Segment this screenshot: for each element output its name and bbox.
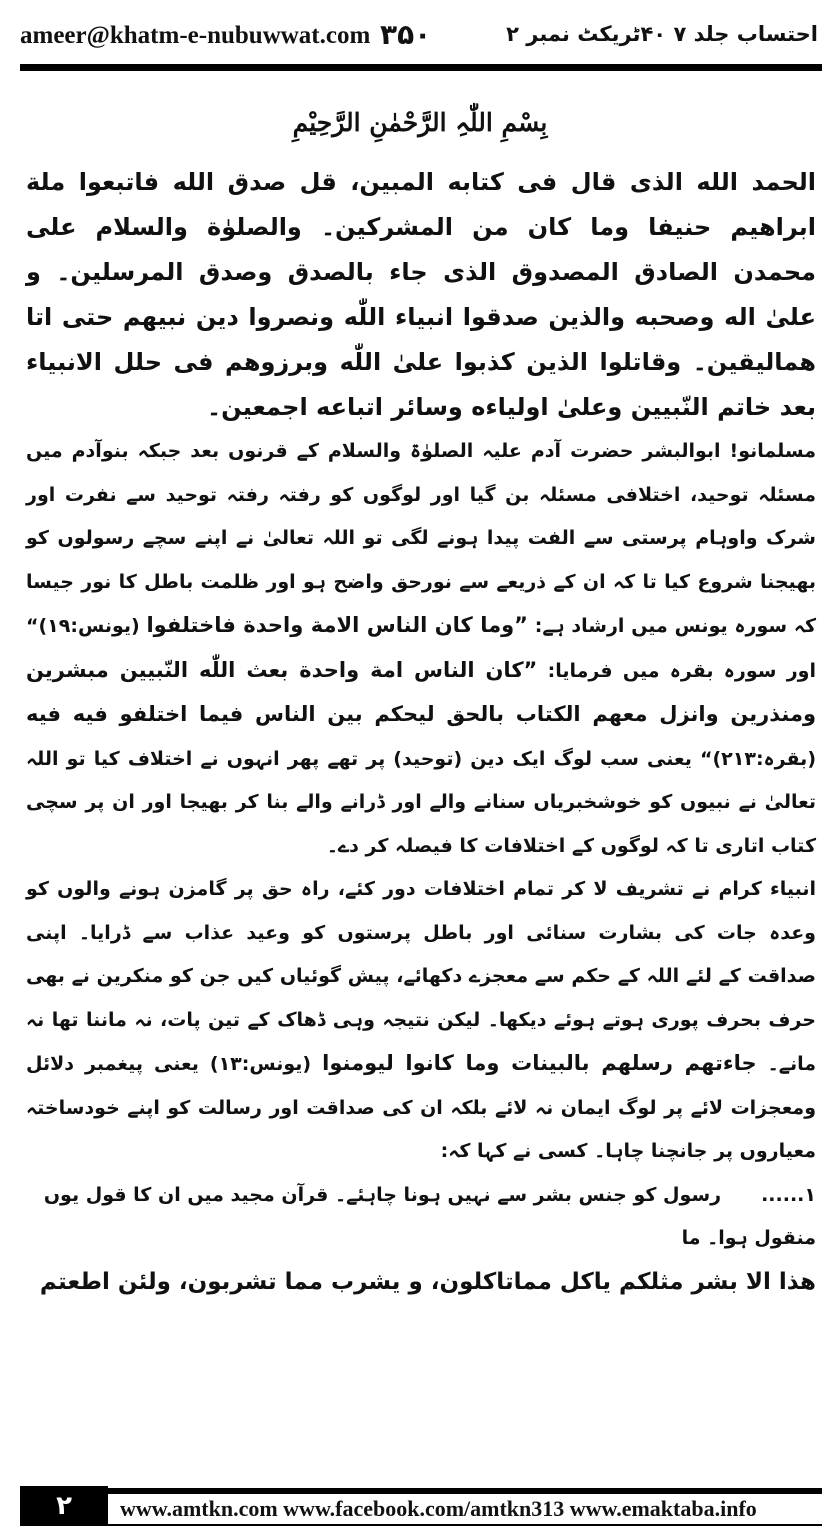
footer-links: www.amtkn.com www.facebook.com/amtkn313 www.emaktaba.info [120,1496,757,1521]
header-email: ameer@khatm-e-nubuwwat.com [20,22,371,49]
list-item-text: رسول کو جنس بشر سے نہیں ہونا چاہئے۔ قرآن مجید میں ان کا قول یوں منقول ہوا۔ ما [43,1183,816,1249]
quran-quote-1: ”وما كان الناس الامة واحدة فاختلفوا [146,613,528,637]
paragraph-2-after: یعنی پیغمبر دلائل ومعجزات لائے پر لوگ ایمان نہ لائے بلکہ ان کی صداقت اور رسالت کو اپنے خودساختہ معیاروں پر جانچنا چاہا۔ کسی نے کہا کہ: [26,1053,816,1162]
paragraph-1-after: یعنی سب لوگ ایک دین (توحید) پر تھے پھر انہوں نے اختلاف کیا تو اللہ تعالیٰ نے نبیوں کو خوشخبریاں سنانے والے اور ڈرانے والے بنا کر بھیجا اور ان پر سچی کتاب اتاری تا کہ لوگوں کے اختلافات کا فیصلہ کر دے۔ [26,747,816,857]
paragraph-2 [26,868,816,1174]
quran-ref-1: (یونس:۱۹)“ [26,615,140,637]
list-item [26,1174,816,1260]
paragraph-1 [26,430,816,868]
footer-rule-top [108,1488,822,1494]
header-page-number: ۳۵۰ [380,18,432,51]
list-item-number: ۱...... [761,1183,816,1206]
bismillah: بِسْمِ اللّٰہِ الرَّحْمٰنِ الرَّحِیْمِ [292,108,548,137]
quran-ref-2: (بقرہ:۲۱۳)“ [699,747,816,770]
page-body [26,160,816,1304]
page-header [20,18,820,64]
arabic-tail: هذا الا بشر مثلكم ياكل مماتاكلون، و يشرب مما تشربون، ولئن اطعتم [39,1268,816,1295]
paragraph-1-text: مسلمانو! ابوالبشر حضرت آدم علیہ الصلوٰۃ والسلام کے قرنوں بعد جبکہ بنوآدم میں مسئلہ توحید، اختلافی مسئلہ بن گیا اور لوگوں کو رفتہ رفتہ توحید سے نفرت اور شرک واوہام پرستی سے الفت پیدا ہونے لگی تو اللہ تعالیٰ نے اپنے سچے رسولوں کو بھیجنا شروع کیا تا کہ ان کے ذریعے سے نورحق واضح ہو اور ظلمت باطل کا نور جیسا کہ سورہ یونس میں ارشاد ہے: [26,440,817,637]
paragraph-1-between: اور سورہ بقرہ میں فرمایا: [547,659,816,682]
footer-page-number: ۲ [20,1486,108,1526]
footer-rule-bottom [108,1524,822,1526]
quran-quote-2: ”كان الناس امة واحدة بعث اللّٰه النّبيين مبشرين ومنذرين وانزل معهم الكتاب بالحق ليحكم بين الناس فيما اختلفو فيه فيه [26,657,816,726]
paragraph-2-text: انبیاء کرام نے تشریف لا کر تمام اختلافات دور کئے، راہ حق پر گامزن ہونے والوں کو وعدہ جات کی بشارت سنائی اور باطل پرستوں کو وعید عذاب سے ڈرایا۔ اپنی صداقت کے لئے اللہ کے حکم سے معجزے دکھائے، پیش گوئیاں کیں جن کو منکرین نے بھی حرف بحرف پوری ہوتے ہوئے دیکھا۔ لیکن نتیجہ وہی ڈھاک کے تین پات، نہ ماننا تھا نہ مانے۔ [26,878,816,1075]
header-title: احتساب جلد ۷ ۴۰ٹریکٹ نمبر ۲ [506,22,818,46]
arabic-intro: الحمد الله الذى قال فى كتابه المبين، قل صدق الله فاتبعوا ملة ابراهيم حنيفا وما كان من المشركين۔ والصلوٰة والسلام على محمدن الصادق المصدوق الذى جاء بالصدق وصدق المرسلين۔ و علىٰ اله وصحبه والذين صدقوا انبياء اللّٰه ونصروا دين نبيهم حتى اتا هماليقين۔ وقاتلوا الذين كذبوا علىٰ اللّٰه وبرزوهم فى حلل الانبياء بعد خاتم النّبيين وعلىٰ اولياءه وسائر اتباعه اجمعين۔ [26,168,816,421]
quran-quote-3: جاءتهم رسلهم بالبينات وما كانوا ليومنوا [322,1051,757,1075]
page-footer [20,1486,820,1532]
quran-ref-3: (یونس:۱۳) [209,1053,312,1075]
header-rule [20,64,822,71]
